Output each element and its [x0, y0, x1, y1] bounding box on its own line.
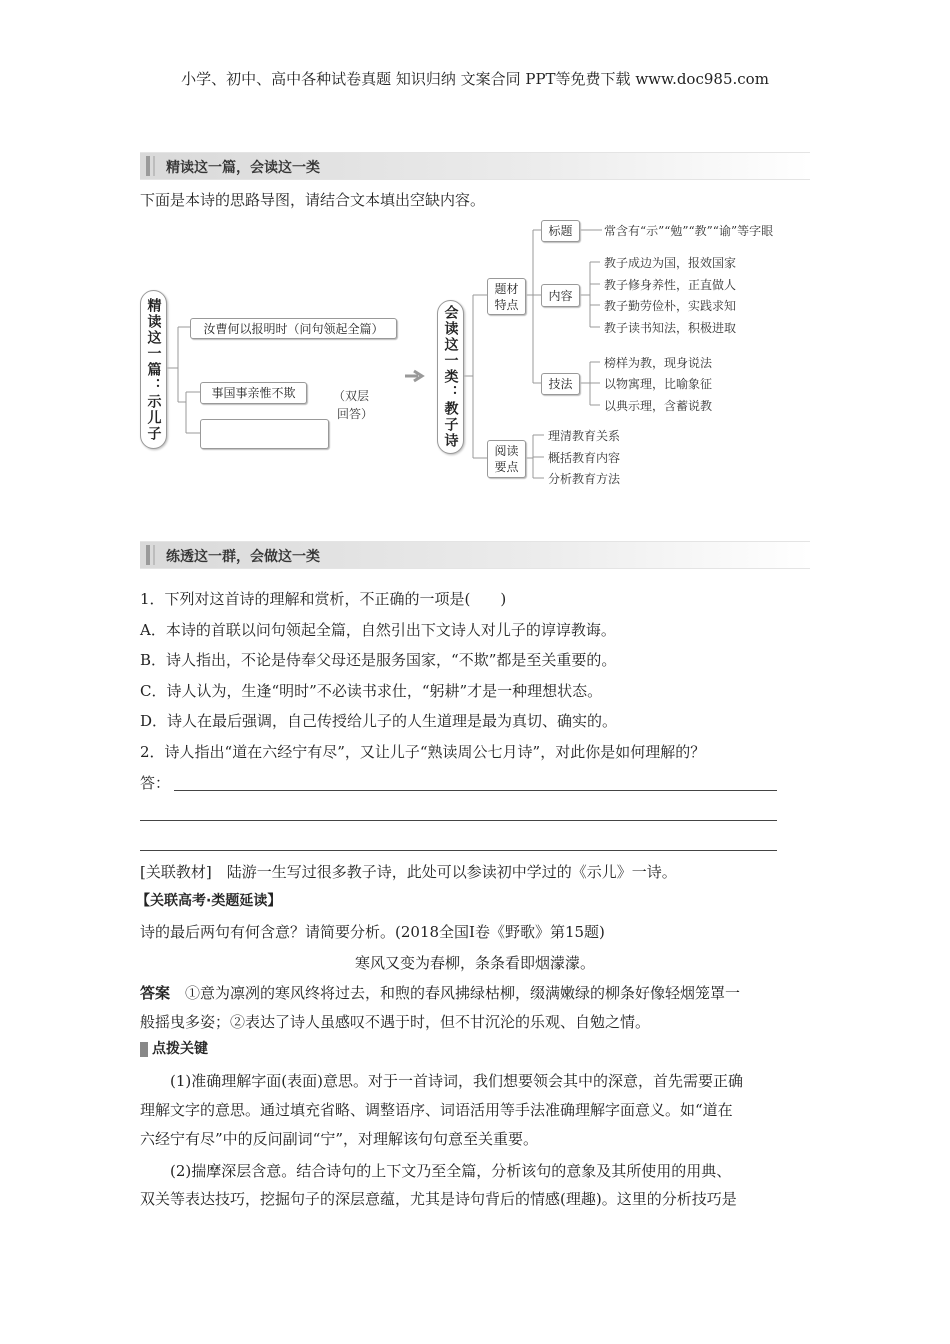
option-c[interactable]: C．诗人认为，生逢“明时”不必读书求仕，“躬耕”才是一种理想状态。: [140, 682, 603, 700]
blank-answer-box[interactable]: [200, 419, 329, 449]
leaf-item: 教子勤劳俭朴，实践求知: [604, 299, 737, 313]
answer-label: 答：: [140, 774, 171, 792]
key-title: 点拨关键: [152, 1041, 208, 1057]
intro-text: 下面是本诗的思路导图，请结合文本填出空缺内容。: [140, 191, 486, 209]
leaf-item: 教子读书知法，积极进取: [604, 321, 737, 335]
leaf-item: 以典示理，含蓄说教: [604, 399, 713, 413]
question-1: 1．下列对这首诗的理解和赏析，不正确的一项是( ): [140, 590, 507, 608]
section-title: 精读这一篇，会读这一类: [166, 160, 320, 176]
left-title-pill: 精读这一篇：示儿子: [140, 290, 167, 449]
branch-box: 题材特点: [487, 278, 526, 315]
related-text: 陆游一生写过很多教子诗，此处可以参读初中学过的《示儿》一诗。: [211, 863, 677, 881]
key-p1-line: (1)准确理解字面(表面)意思。对于一首诗词，我们想要领会其中的深意，首先需要正确: [140, 1072, 743, 1090]
option-b[interactable]: B．诗人指出，不论是侍奉父母还是服务国家，“不欺”都是至关重要的。: [140, 651, 617, 669]
gaokao-verse: 寒风又变为春柳，条条看即烟濛濛。: [354, 954, 595, 972]
sub-box: 标题: [541, 220, 580, 242]
leaf-item: 分析教育方法: [548, 472, 621, 486]
sub-box: 内容: [541, 284, 580, 307]
key-p2-line: (2)揣摩深层含意。结合诗句的上下文乃至全篇，分析该句的意象及其所使用的用典、: [140, 1162, 732, 1180]
key-heading: [140, 1038, 208, 1058]
answer-label: 答案: [140, 984, 171, 1002]
heading-marker-icon: [140, 1042, 148, 1057]
answer-text: ①意为凛冽的寒风终将过去，和煦的春风拂绿枯柳，缀满嫩绿的柳条好像轻烟笼罩一: [170, 984, 741, 1002]
sub-box: 技法: [541, 373, 580, 395]
leaf-item: 常含有“示”“勉”“教”“谕”等字眼: [604, 224, 774, 238]
center-title-pill: 会读这一类：教子诗: [437, 300, 464, 454]
related-label: [关联教材]: [140, 863, 212, 881]
leaf-item: 概括教育内容: [548, 451, 621, 465]
key-p1-line: 理解文字的意思。通过填充省略、调整语序、词语活用等手法准确理解字面意义。如“道在: [140, 1101, 733, 1119]
section-title: 练透这一群，会做这一类: [166, 549, 320, 565]
arrow-icon: [405, 371, 422, 381]
related-material: [140, 861, 677, 882]
option-d[interactable]: D．诗人在最后强调，自己传授给儿子的人生道理是最为真切、确实的。: [140, 712, 618, 730]
branch-box: 阅读要点: [487, 440, 526, 478]
gaokao-title: 【关联高考·类题延读】: [136, 893, 282, 909]
answer-line[interactable]: [140, 820, 777, 821]
note-line: 回答）: [337, 407, 374, 421]
leaf-item: 教子成边为国，报效国家: [604, 256, 737, 270]
leaf-item: 榜样为教，现身说法: [604, 356, 713, 370]
leaf-item: 理清教育关系: [548, 429, 621, 443]
section-bar-practice: [140, 541, 810, 569]
answer-line[interactable]: [140, 850, 777, 851]
left-item: 汝曹何以报明时（问句领起全篇）: [190, 318, 397, 339]
answer-line[interactable]: [174, 790, 777, 791]
leaf-item: 以物寓理，比喻象征: [604, 377, 713, 391]
page-header: 小学、初中、高中各种试卷真题 知识归纳 文案合同 PPT等免费下载 www.doc985.com: [181, 70, 769, 88]
left-item: 事国事亲惟不欺: [200, 382, 307, 404]
gaokao-answer: [140, 982, 740, 1003]
option-a[interactable]: A．本诗的首联以问句领起全篇，自然引出下文诗人对儿子的谆谆教诲。: [140, 621, 616, 639]
question-2: 2．诗人指出“道在六经宁有尽”，又让儿子“熟读周公七月诗”，对此你是如何理解的？: [140, 743, 706, 761]
key-p1-line: 六经宁有尽”中的反问副词“宁”，对理解该句句意至关重要。: [140, 1130, 539, 1148]
answer-text: 般摇曳多姿；②表达了诗人虽感叹不遇于时，但不甘沉沦的乐观、自勉之情。: [140, 1013, 651, 1031]
gaokao-question: 诗的最后两句有何含意？请简要分析。(2018全国Ⅰ卷《野歌》第15题): [140, 923, 605, 941]
leaf-item: 教子修身养性，正直做人: [604, 278, 737, 292]
note-line: （双层: [333, 389, 370, 403]
key-p2-line: 双关等表达技巧，挖掘句子的深层意蕴，尤其是诗句背后的情感(理趣)。这里的分析技巧是: [140, 1190, 737, 1208]
